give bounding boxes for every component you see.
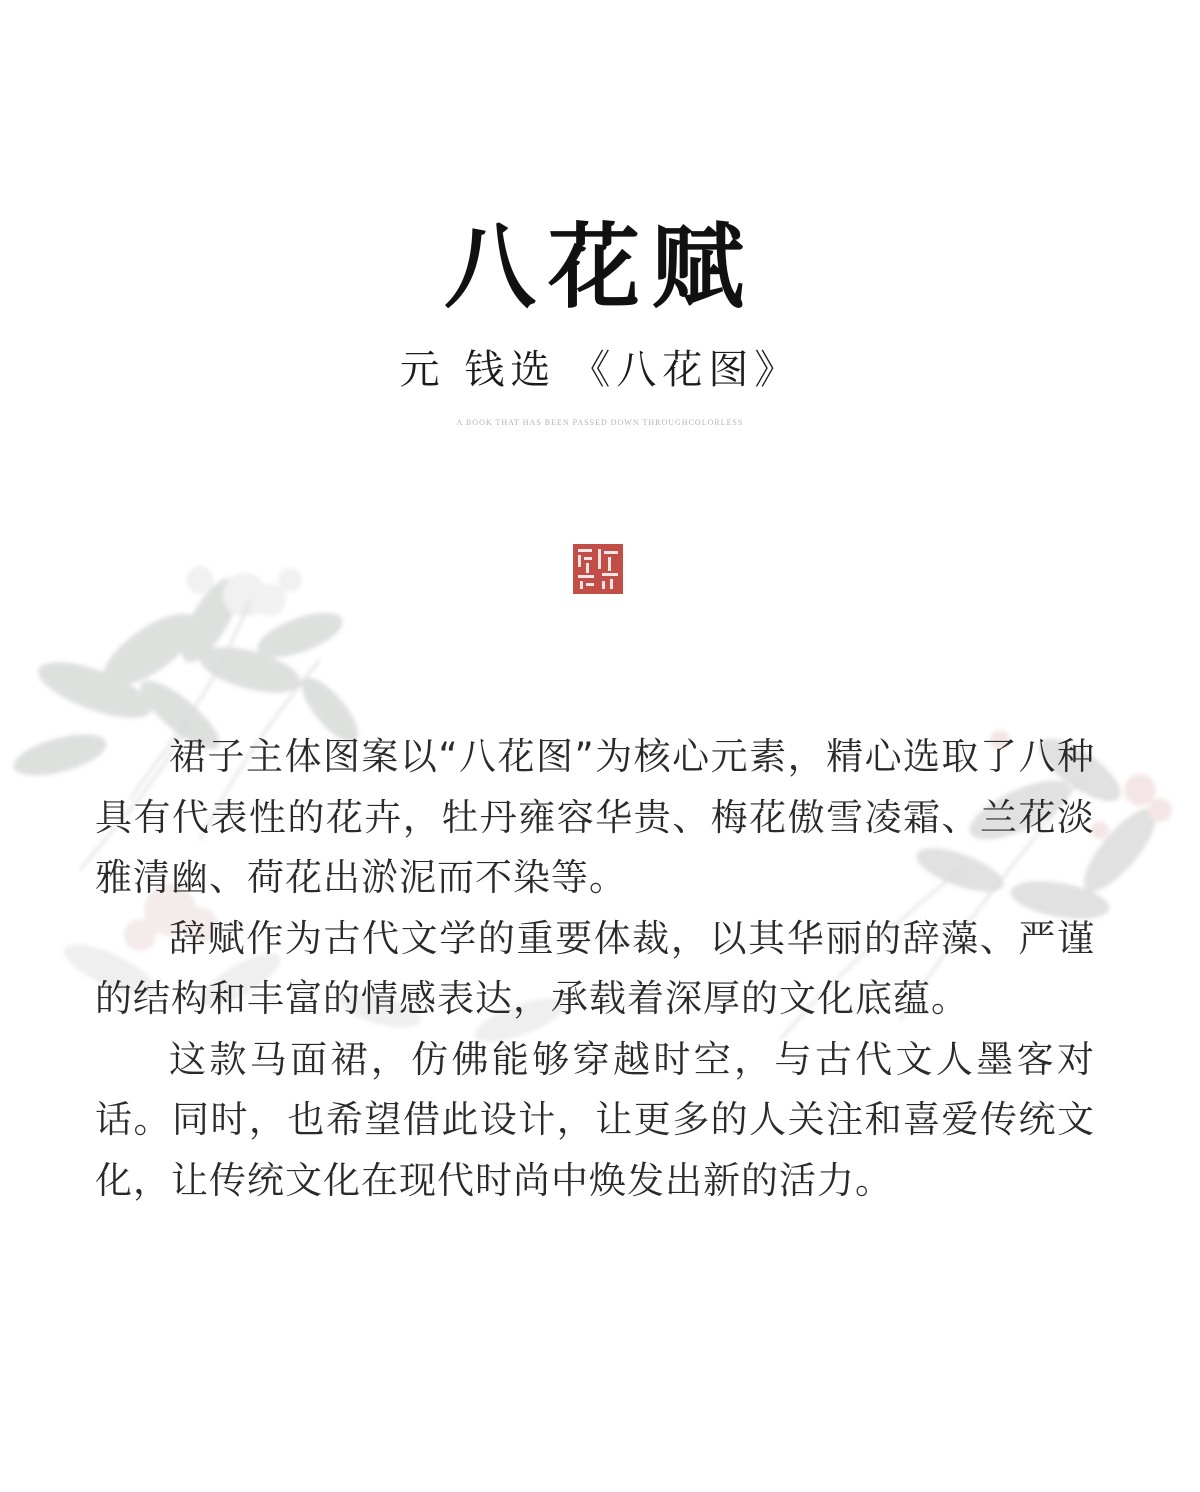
paragraph-1: 裙子主体图案以“八花图”为核心元素，精心选取了八种具有代表性的花卉，牡丹雍容华贵、梅花傲雪凌霜、兰花淡雅清幽、荷花出淤泥而不染等。 <box>95 735 1095 899</box>
red-seal-stamp-icon <box>572 543 624 595</box>
subtitle-work: 《八花图》 <box>570 347 801 393</box>
page-subtitle <box>0 346 1200 394</box>
body-text <box>95 727 1095 1211</box>
page-title: 八花赋 <box>443 213 756 321</box>
paragraph-3: 这款马面裙，仿佛能够穿越时空，与古代文人墨客对话。同时，也希望借此设计，让更多的人关注和喜爱传统文化，让传统文化在现代时尚中焕发出新的活力。 <box>95 1037 1095 1202</box>
paragraph-2: 辞赋作为古代文学的重要体裁，以其华丽的辞藻、严谨的结构和丰富的情感表达，承载着深厚的文化底蕴。 <box>95 916 1095 1020</box>
subtitle-author: 元 钱选 <box>399 347 557 393</box>
english-tagline: A BOOK THAT HAS BEEN PASSED DOWN THROUGHCOLORLESS <box>456 418 744 427</box>
